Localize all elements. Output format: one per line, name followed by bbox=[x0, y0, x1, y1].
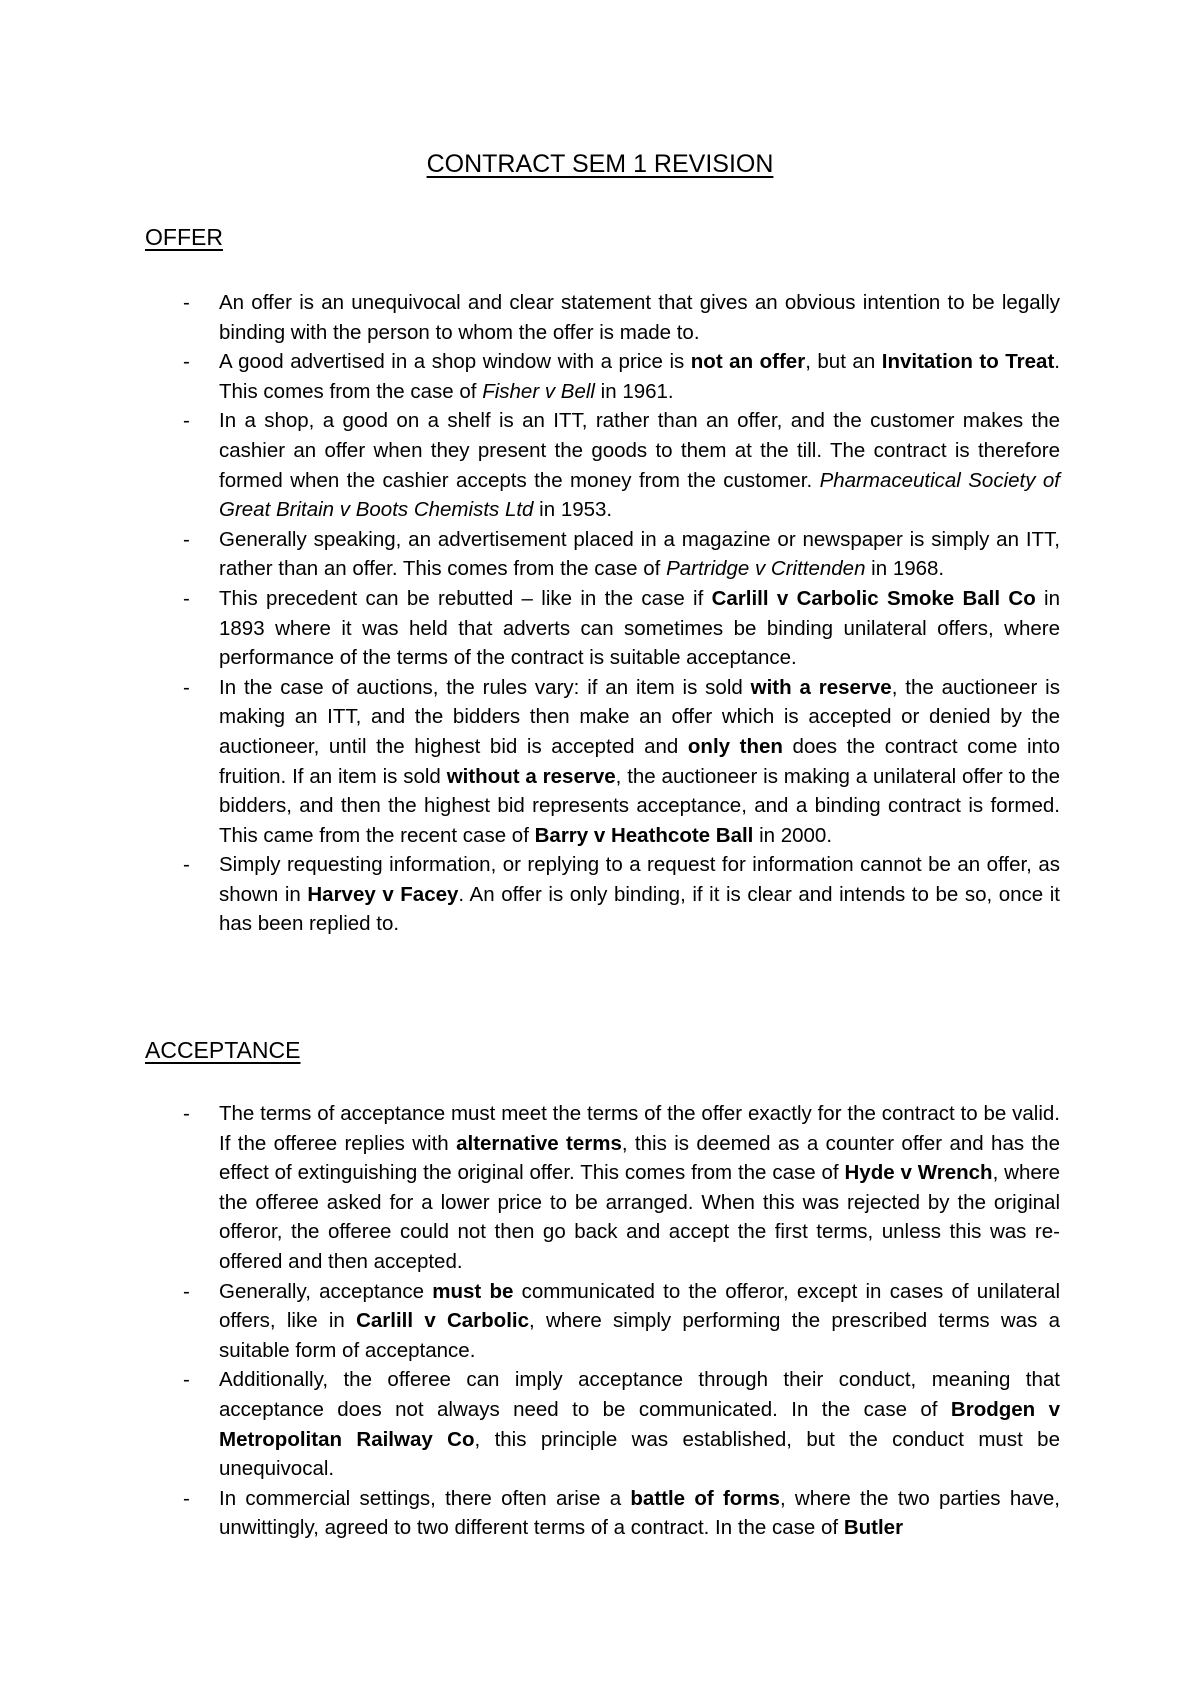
bold-case-text: Invitation to Treat bbox=[881, 350, 1055, 374]
bullet-text: in 1953. bbox=[533, 498, 613, 522]
italic-case-text: Pharmaceutical Society of Great Britain v Boots Chemists Ltd bbox=[219, 468, 1060, 522]
bullet-dash: - bbox=[183, 1368, 190, 1392]
bullet-text: Generally speaking, an advertisement placed in a magazine or newspaper is simply an ITT, rather than an offer. This comes from the case of bbox=[219, 527, 1060, 581]
bullet-item bbox=[145, 1099, 1060, 1277]
bullet-text: Generally, acceptance bbox=[219, 1279, 433, 1303]
acceptance-bullet-list bbox=[145, 1099, 1060, 1543]
bullet-item bbox=[145, 288, 1060, 347]
bullet-text: in 2000. bbox=[753, 823, 833, 847]
bullet-item bbox=[145, 1484, 1060, 1543]
bullet-text: in 1961. bbox=[594, 379, 674, 403]
bullet-text: In the case of auctions, the rules vary: if an item is sold bbox=[219, 675, 751, 699]
bullet-dash: - bbox=[183, 853, 190, 877]
bullet-text: A good advertised in a shop window with a price is bbox=[219, 350, 691, 374]
italic-case-text: Fisher v Bell bbox=[482, 379, 595, 403]
bullet-text: in 1968. bbox=[865, 557, 945, 581]
bullet-text: In commercial settings, there often arise a bbox=[219, 1486, 631, 1510]
italic-case-text: Partridge v Crittenden bbox=[666, 557, 866, 581]
bold-case-text: with a reserve bbox=[750, 675, 892, 699]
bullet-text: . This comes from the case of bbox=[219, 350, 1060, 403]
bullet-item bbox=[145, 525, 1060, 584]
section-heading-offer: OFFER bbox=[145, 224, 223, 250]
bullet-text: communicated to the offeror, except in cases of unilateral offers, like in bbox=[219, 1279, 1060, 1333]
document-title: CONTRACT SEM 1 REVISION bbox=[426, 150, 774, 178]
bold-case-text: battle of forms bbox=[630, 1486, 780, 1510]
bold-case-text: without a reserve bbox=[446, 764, 616, 788]
bold-case-text: not an offer bbox=[690, 350, 806, 374]
bullet-dash: - bbox=[183, 350, 190, 374]
bold-case-text: Barry v Heathcote Ball bbox=[534, 823, 754, 847]
bullet-item bbox=[145, 584, 1060, 673]
bullet-item bbox=[145, 347, 1060, 406]
bullet-text: . An offer is only binding, if it is clear and intends to be so, once it has been replied to. bbox=[219, 882, 1061, 936]
bold-case-text: Hyde v Wrench bbox=[844, 1161, 993, 1185]
bullet-text: , where simply performing the prescribed terms was a suitable form of acceptance. bbox=[219, 1309, 1060, 1362]
offer-bullet-list bbox=[145, 288, 1060, 939]
bullet-text: , where the two parties have, unwittingly, agreed to two different terms of a contract. In the case of bbox=[219, 1486, 1060, 1540]
bullet-dash: - bbox=[183, 1279, 190, 1303]
bold-case-text: Harvey v Facey bbox=[307, 882, 459, 906]
bold-case-text: Carlill v Carbolic bbox=[356, 1309, 529, 1333]
bullet-dash: - bbox=[183, 1102, 190, 1125]
bullet-text: , this principle was established, but the conduct must be unequivocal. bbox=[219, 1427, 1060, 1481]
bullet-text: in 1893 where it was held that adverts can sometimes be binding unilateral offers, where performance of the terms of the contract is suitable acceptance. bbox=[219, 586, 1060, 670]
bold-case-text: only then bbox=[687, 734, 783, 758]
bullet-text: , the auctioneer is making an ITT, and the bidders then make an offer which is accepted or denied by the auctioneer, until the highest bid is accepted and bbox=[219, 675, 1060, 758]
bullet-dash: - bbox=[183, 291, 190, 314]
bullet-dash: - bbox=[183, 409, 190, 433]
bullet-text: , but an bbox=[805, 350, 882, 374]
bullet-text: , this is deemed as a counter offer and has the effect of extinguishing the original offer. This comes from the case of bbox=[219, 1131, 1060, 1185]
bullet-text: Simply requesting information, or replying to a request for information cannot be an offer, as shown in bbox=[219, 853, 1060, 906]
bold-case-text: must be bbox=[432, 1279, 514, 1303]
bullet-item bbox=[145, 406, 1060, 524]
bullet-text: , where the offeree asked for a lower price to be arranged. When this was rejected by the original offeror, the offeree could not then go back and accept the first terms, unless this was re-offered and then accepted. bbox=[219, 1161, 1060, 1273]
bullet-item bbox=[145, 850, 1060, 939]
bold-case-text: Carlill v Carbolic Smoke Ball Co bbox=[711, 586, 1036, 610]
bold-case-text: Brodgen v Metropolitan Railway Co bbox=[219, 1397, 1060, 1451]
bullet-text: Additionally, the offeree can imply acceptance through their conduct, meaning that acceptance does not always need to be communicated. In the case of bbox=[219, 1368, 1060, 1421]
bullet-text: does the contract come into fruition. If an item is sold bbox=[219, 734, 1061, 788]
bold-case-text: alternative terms bbox=[456, 1131, 622, 1155]
bullet-item bbox=[145, 1277, 1060, 1366]
bullet-item bbox=[145, 673, 1060, 851]
bullet-item bbox=[145, 1365, 1060, 1483]
bullet-dash: - bbox=[183, 1486, 190, 1510]
section-heading-acceptance: ACCEPTANCE bbox=[145, 1037, 301, 1063]
bullet-dash: - bbox=[183, 527, 190, 551]
bold-case-text: Butler bbox=[843, 1516, 904, 1540]
bullet-text: An offer is an unequivocal and clear statement that gives an obvious intention to be legally binding with the person to whom the offer is made to. bbox=[219, 291, 1060, 344]
bullet-text: This precedent can be rebutted – like in the case if bbox=[219, 586, 712, 610]
bullet-dash: - bbox=[183, 675, 190, 699]
bullet-text: The terms of acceptance must meet the terms of the offer exactly for the contract to be valid. If the offeree replies with bbox=[219, 1102, 1060, 1155]
bullet-text: , the auctioneer is making a unilateral offer to the bidders, and then the highest bid represents acceptance, and a binding contract is formed. This came from the recent case of bbox=[219, 764, 1060, 847]
bullet-text: In a shop, a good on a shelf is an ITT, rather than an offer, and the customer makes the cashier an offer when they present the goods to them at the till. The contract is therefore formed when the cashier accepts the money from the customer. bbox=[219, 409, 1060, 492]
bullet-dash: - bbox=[183, 586, 190, 610]
